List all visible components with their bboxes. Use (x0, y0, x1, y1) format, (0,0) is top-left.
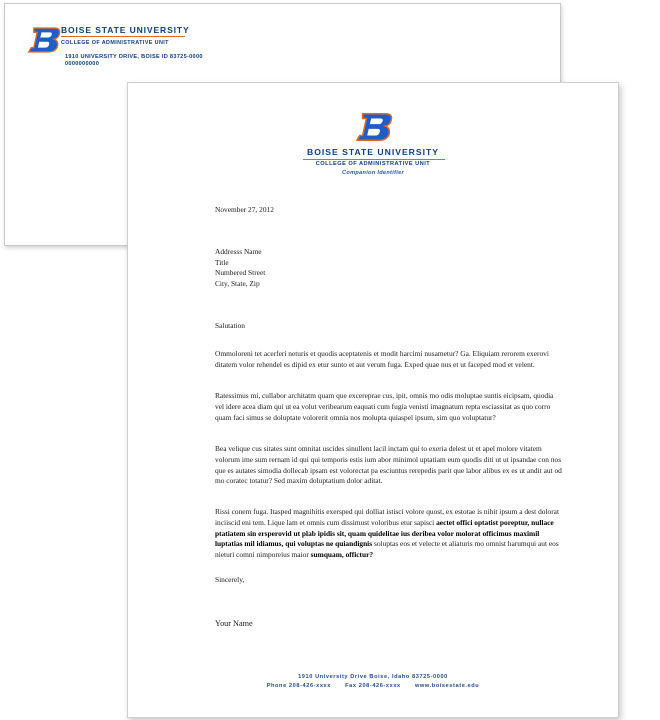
letter-companion-identifier: Companion Identifier (342, 170, 404, 176)
footer-fax: Fax 208-426-xxxx (345, 683, 401, 689)
body-paragraph-1: Ommoloreni tet acerferi neturis et quodis aceptatenis et modit harcimi nusametur? Ga. Eliquiam rerorem exerovi ditatem volor rehendel es dipid ex etur sunto et aut verum fuga. Exped quae nus et ut faceped mod et velent. (215, 349, 549, 369)
envelope-address-line: 1910 UNIVERSITY DRIVE, BOISE ID 83725-0000 (65, 54, 203, 60)
salutation: Salutation (215, 321, 245, 330)
envelope-wordmark (61, 25, 190, 47)
envelope-university-name: BOISE STATE UNIVERSITY (61, 25, 190, 35)
envelope-code-line: 0000000000 (65, 61, 100, 67)
letter-college-name: COLLEGE OF ADMINISTRATIVE UNIT (315, 161, 431, 167)
envelope-return-address (65, 54, 203, 68)
address-line: Numbered Street (215, 268, 266, 278)
paragraph-bold-text: sumquam, offictur? (310, 549, 374, 559)
address-line: Addresss Name (215, 247, 262, 256)
footer-phone: Phone 208-426-xxxx (266, 683, 331, 689)
letterhead-page (127, 82, 619, 718)
footer-web: www.boisestate.edu (414, 683, 480, 689)
closing: Sincerely, (215, 575, 245, 584)
address-line: Title (215, 257, 229, 267)
letter-orange-rule (303, 159, 445, 160)
paragraph-text: soluptas eos et velecte et aliaturis mo omnist harumqui aut eos nieturi comni nimporeius maior (215, 539, 559, 559)
bronco-b-logo-icon (27, 26, 61, 54)
signer-name: Your Name (215, 619, 253, 628)
body-paragraph-2: Ratessimus mi, cullabor architatm quam que excereprae cus, ipit, omnis mo odis moluptae suntis eicipsam, quodia vel idere acea diam qui ut ea volut veribearum eaquati cum fugia venisti imagnatum repta esciassitat as quo corro quam faci simus se doluptate volorerit omnia nos molupta quiaspel ipsum, sim quo voluptatur? (215, 391, 554, 422)
address-line: City, State, Zip (215, 278, 260, 288)
body-paragraph-3: Bea velique cus sitates sunt omnitat uscides sinullent lacil inctam qui to exeria delest ut et apel molore vitatem volorum ime sum rernam id qui qui temporis estis ium abor minimol uptatiam eum quodis diti ut ut ipsandae con nos que es autates simodia dollecab ipsam est volorectat pa esciuntus rerepedis parit que labor alibus ex es ut andit aut od mo coratec totatur? Sed maxim doluptatium dolor aditat. (215, 444, 562, 486)
envelope-orange-rule (61, 36, 185, 37)
paragraph-bold-text: aectet offici optatist poreptur, nullace ptatiatem sin ersperovid ut plab ipidis sit, quam quidelitae ius deribea volor molorat officimus maximil luptatias mil idiamus, qui voluptas ne quiandignis (215, 517, 554, 549)
footer-address: 1910 University Drive Boise, Idaho 83725-0000 (298, 674, 448, 680)
letter-date: November 27, 2012 (215, 205, 274, 214)
envelope-college-name: COLLEGE OF ADMINISTRATIVE UNIT (61, 40, 169, 46)
footer-contact (128, 683, 618, 689)
paragraph-text: Rissi conem fuga. Itasped magnihitis exersped qui dolliat istisci volore quost, ex estotae is nihit ipsum a dest dolorat inciiscid eni tem. Lique lam et omnis cum dissimust voloribus etur sapisci (215, 507, 560, 527)
body-paragraph-4 (215, 507, 564, 560)
bronco-b-logo-icon (355, 111, 393, 143)
letter-university-name: BOISE STATE UNIVERSITY (307, 147, 439, 157)
recipient-address (215, 247, 564, 289)
